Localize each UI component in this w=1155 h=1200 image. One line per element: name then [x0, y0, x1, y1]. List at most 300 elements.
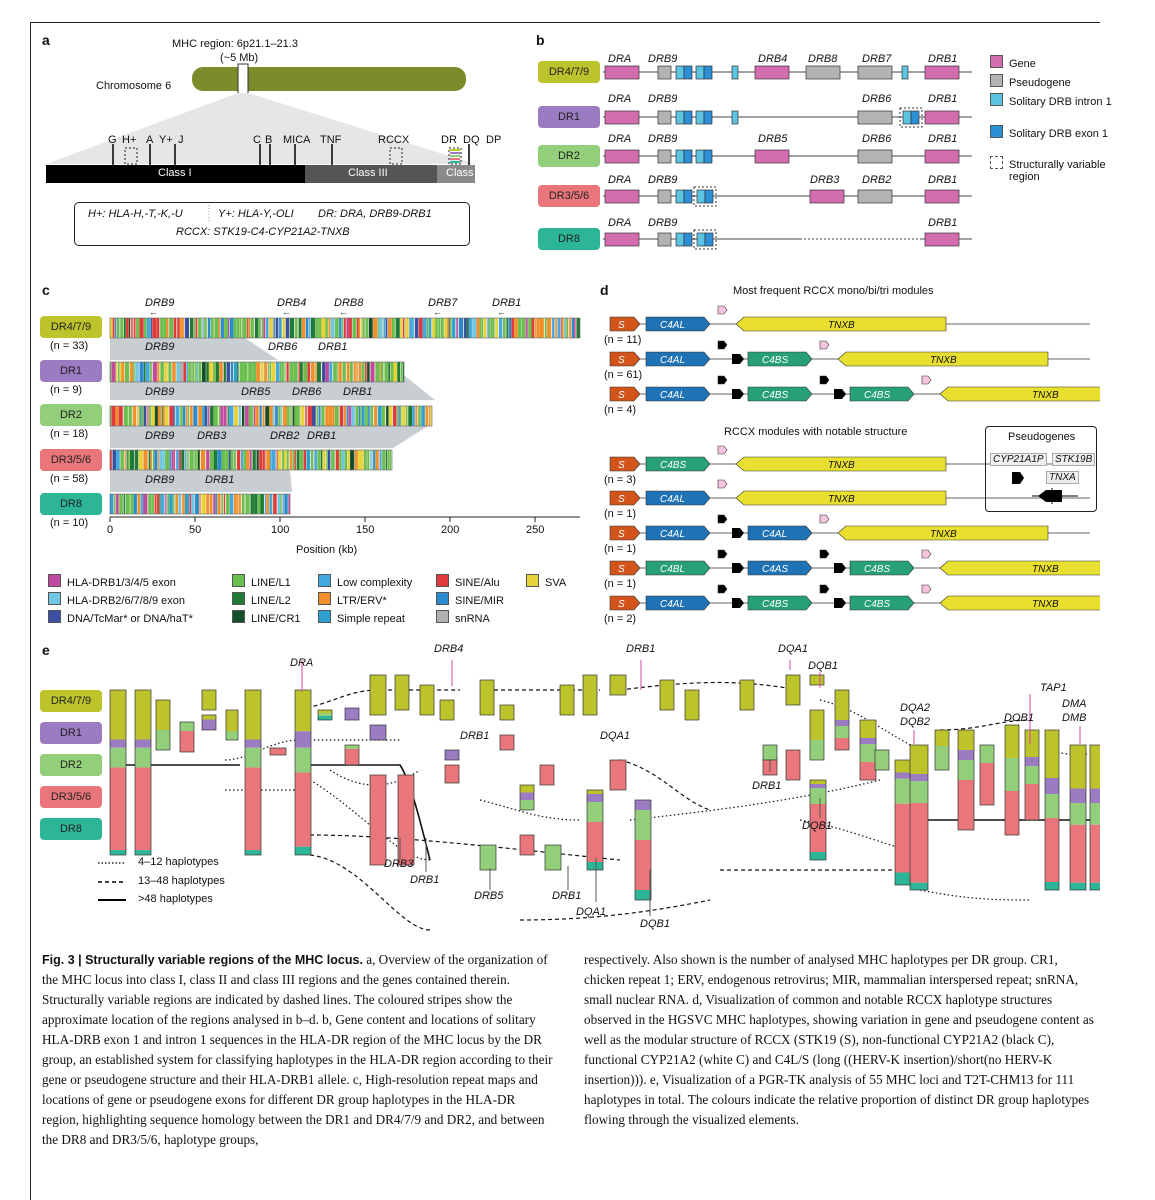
e-node-17 — [395, 675, 409, 710]
gene-tnf: TNF — [320, 134, 342, 146]
key-rccx: RCCX: STK19-C4-CYP21A2-TNXB — [176, 226, 350, 238]
e-label-dma: DMA — [1062, 698, 1087, 710]
e-label-drb4: DRB4 — [434, 643, 464, 655]
e-node-10 — [295, 690, 311, 855]
e-node-52 — [935, 730, 949, 770]
e-label-drb1-b: DRB1 — [410, 874, 440, 886]
c-tick-150: 150 — [356, 524, 375, 536]
b-r3-drb5: DRB5 — [758, 133, 788, 145]
stk19-box — [610, 526, 640, 540]
gene-a: A — [146, 134, 154, 146]
panel-e-label: e — [42, 642, 50, 658]
e-node-33 — [587, 790, 603, 870]
e-node-15 — [345, 745, 359, 765]
gene-c: C — [253, 134, 261, 146]
exon-swatch — [990, 125, 1003, 138]
c-arrow-3: ← — [339, 307, 348, 317]
c-tick-50: 50 — [189, 524, 202, 536]
c-pill-dr356: DR3/5/6 — [40, 449, 102, 471]
e-node-3 — [156, 700, 170, 750]
e-node-8 — [245, 690, 261, 855]
key-y: Y+: HLA-Y,-OLI — [218, 208, 294, 220]
e-node-35 — [635, 800, 651, 900]
e-node-38 — [685, 690, 699, 720]
c-track-3 — [110, 450, 392, 470]
b-legend-intron: Solitary DRB intron 1 — [990, 93, 1119, 108]
c-r4-drb2: DRB2 — [270, 430, 300, 442]
c-arrow-4: ← — [433, 307, 442, 317]
svg-text:TNXB: TNXB — [828, 320, 855, 331]
c-arrow-1: ← — [149, 307, 158, 317]
c-arrow-5: ← — [497, 307, 506, 317]
c-r2-drb6: DRB6 — [268, 341, 298, 353]
b-r1-dra: DRA — [608, 53, 632, 65]
e-label-drb1-r: DRB1 — [752, 780, 782, 792]
c-track-1 — [110, 362, 404, 382]
svg-text:S: S — [618, 564, 625, 575]
e-label-tap1: TAP1 — [1040, 682, 1067, 694]
gene-j: J — [178, 134, 184, 146]
panel-d-label: d — [600, 282, 609, 298]
c4-label: C4BS — [864, 564, 891, 575]
c-legend-swatch-4 — [526, 574, 539, 587]
e-node-23 — [480, 680, 494, 715]
c-r2-drb9: DRB9 — [145, 341, 175, 353]
b-r1-drb1: DRB1 — [928, 53, 958, 65]
b-r1-drb7: DRB7 — [862, 53, 892, 65]
rccx-row-0 — [610, 306, 1090, 331]
e-label-drb5: DRB5 — [474, 890, 504, 902]
panel-b-label: b — [536, 32, 545, 48]
e-node-19 — [420, 685, 434, 715]
b-r1-drb8: DRB8 — [808, 53, 838, 65]
c-legend-1: LINE/L1 — [232, 574, 291, 589]
e-node-1 — [110, 690, 126, 855]
b-pill-dr1: DR1 — [538, 106, 600, 128]
key-dr: DR: DRA, DRB9-DRB1 — [318, 208, 432, 220]
b-pill-dr2: DR2 — [538, 145, 600, 167]
gene-g: G — [108, 134, 117, 146]
b-legend-gene: Gene — [990, 55, 1036, 70]
e-node-11 — [318, 710, 332, 720]
c-tick-100: 100 — [271, 524, 290, 536]
c-legend-swatch-12 — [436, 610, 449, 623]
caption-col-2 — [584, 950, 1100, 1130]
c-legend-swatch-11 — [318, 610, 331, 623]
b-r1-drb9: DRB9 — [648, 53, 678, 65]
c-legend-9: DNA/TcMar* or DNA/haT* — [48, 610, 193, 625]
c-r3-drb9: DRB9 — [145, 386, 175, 398]
gene-mica: MICA — [283, 134, 311, 146]
b-r4-drb1: DRB1 — [928, 174, 958, 186]
e-node-21 — [445, 750, 459, 760]
top-rule — [30, 22, 1100, 23]
gene-swatch — [990, 55, 1003, 68]
e-node-7 — [226, 710, 238, 740]
e-node-28 — [520, 785, 534, 810]
e-node-53 — [958, 730, 974, 830]
panel-a-label: a — [42, 32, 50, 48]
b-r4-drb3: DRB3 — [810, 174, 840, 186]
c-legend-4: SVA — [526, 574, 566, 589]
e-label-dob1: DOB1 — [1004, 712, 1034, 724]
e-node-24 — [500, 705, 514, 720]
c-legend-0: HLA-DRB1/3/4/5 exon — [48, 574, 176, 589]
e-node-39 — [740, 680, 754, 710]
c-legend-5: HLA-DRB2/6/7/8/9 exon — [48, 592, 185, 607]
e-node-13 — [370, 675, 386, 715]
caption-col-1 — [42, 950, 554, 1150]
e-node-42 — [786, 675, 800, 705]
e-node-9 — [270, 748, 286, 755]
b-r4-drb9: DRB9 — [648, 174, 678, 186]
e-node-36 — [610, 675, 626, 695]
svg-text:S: S — [618, 355, 625, 366]
c-legend-swatch-0 — [48, 574, 61, 587]
b-r5-drb9: DRB9 — [648, 217, 678, 229]
b-legend-exon: Solitary DRB exon 1 — [990, 125, 1109, 140]
gene-b: B — [265, 134, 273, 146]
e-node-50 — [895, 760, 911, 885]
tnxb-box — [940, 561, 1100, 575]
c-n-dr8: (n = 10) — [50, 517, 89, 529]
e-node-22 — [445, 765, 459, 783]
rccx-row-2 — [610, 376, 1100, 401]
mhc-locus-marker — [238, 64, 248, 94]
svg-text:TNXB: TNXB — [930, 355, 957, 366]
svg-text:S: S — [618, 320, 625, 331]
e-node-43 — [786, 750, 800, 780]
c-legend-11: Simple repeat — [318, 610, 405, 625]
d-title-top: Most frequent RCCX mono/bi/tri modules — [733, 285, 934, 297]
key-h: H+: HLA-H,-T,-K,-U — [88, 208, 183, 220]
b-r5-dra: DRA — [608, 217, 632, 229]
d-n-0: (n = 11) — [604, 334, 642, 346]
svr-swatch — [990, 156, 1003, 169]
e-pill-dr8: DR8 — [40, 818, 102, 840]
e-node-48 — [860, 720, 876, 780]
mhc-size-label: (~5 Mb) — [220, 52, 259, 64]
c-pill-dr8: DR8 — [40, 493, 102, 515]
e-node-37 — [660, 680, 674, 710]
c-r4-drb9: DRB9 — [145, 430, 175, 442]
c-n-dr356: (n = 58) — [50, 473, 89, 485]
caption-fig-title: Fig. 3 | Structurally variable regions of the MHC locus. — [42, 953, 363, 967]
e-node-57 — [1045, 730, 1059, 890]
c-legend-10: LINE/CR1 — [232, 610, 301, 625]
c-pill-dr1: DR1 — [40, 360, 102, 382]
c-r1-drb9: DRB9 — [145, 297, 175, 309]
b-pill-dr8: DR8 — [538, 228, 600, 250]
class-iii-label: Class III — [348, 167, 388, 179]
svg-text:S: S — [618, 599, 625, 610]
d-n-2: (n = 4) — [604, 404, 637, 416]
e-node-16 — [370, 775, 386, 865]
c-r3-drb6: DRB6 — [292, 386, 322, 398]
e-legend-1: 13–48 haplotypes — [138, 875, 225, 887]
panel-c-label: c — [42, 282, 50, 298]
rccx-row-7 — [610, 585, 1100, 610]
b-r3-dra: DRA — [608, 133, 632, 145]
e-node-55 — [1005, 725, 1019, 835]
svg-text:TNXB: TNXB — [828, 460, 855, 471]
e-label-dqa1-b: DQA1 — [576, 906, 606, 918]
c4-label: C4BS — [660, 460, 687, 471]
e-node-25 — [500, 735, 514, 750]
b-legend-pseudogene: Pseudogene — [990, 74, 1071, 89]
e-label-drb1-top: DRB1 — [626, 643, 656, 655]
svg-text:S: S — [618, 390, 625, 401]
e-node-44 — [810, 675, 824, 685]
e-node-49 — [875, 750, 889, 770]
c-r3-drb5: DRB5 — [241, 386, 271, 398]
pseudo-tnxa: TNXA — [1046, 471, 1079, 484]
c-legend-swatch-10 — [232, 610, 245, 623]
e-label-drb1-c: DRB1 — [552, 890, 582, 902]
c4-label: C4BS — [864, 599, 891, 610]
e-label-dqb1-top: DQB1 — [808, 660, 838, 672]
c-track-2 — [110, 406, 432, 426]
c-r1-drb7: DRB7 — [428, 297, 458, 309]
rccx-row-5 — [610, 515, 1090, 540]
e-node-47 — [835, 690, 849, 750]
caption-text-1: a, Overview of the organization of the MHC locus into class I, class II and class III regions and the genes contained therein. Structurally variable regions are indicated by dashed lines. The coloured stripes show the approximate location of the regions analysed in b–d. b, Gene content and locations of solitary HLA-DRB exon 1 and intron 1 sequences in the HLA-DR region of the MHC locus by the DR group, an established system for classifying haplotypes in the HLA-DR region according to their gene or pseudogene structure and their HLA-DRB1 allele. c, High-resolution repeat maps and locations of gene or pseudogene exons for different DR group haplotypes in the HLA-DR region, highlighting sequence homology between the DR1 and DR4/7/9 and DR2, and between the DR8 and DR3/5/6, haplotype groups, — [42, 952, 553, 1147]
pseudo-stk19b: STK19B — [1052, 453, 1095, 466]
svg-text:TNXB: TNXB — [828, 494, 855, 505]
c4-label: C4AL — [660, 355, 686, 366]
e-edge-12 — [920, 890, 1030, 900]
stk19-box — [610, 491, 640, 505]
e-node-58 — [1070, 745, 1086, 890]
c4-label: C4BS — [762, 355, 789, 366]
mhc-region-label: MHC region: 6p21.1–21.3 — [172, 38, 298, 50]
c4-label: C4BS — [762, 390, 789, 401]
e-label-dqb1-b: DQB1 — [640, 918, 670, 930]
e-node-45 — [810, 710, 824, 760]
e-node-31 — [545, 845, 561, 870]
gene-y: Y+ — [159, 134, 173, 146]
c-r4-drb3: DRB3 — [197, 430, 227, 442]
b-r2-drb9: DRB9 — [648, 93, 678, 105]
c-legend-6: LINE/L2 — [232, 592, 291, 607]
e-pill-dr2: DR2 — [40, 754, 102, 776]
c-legend-swatch-9 — [48, 610, 61, 623]
gene-h: H+ — [122, 134, 137, 146]
e-pill-dr356: DR3/5/6 — [40, 786, 102, 808]
c-legend-swatch-7 — [318, 592, 331, 605]
svg-text:TNXB: TNXB — [930, 529, 957, 540]
rccx-row-6 — [610, 550, 1100, 575]
chromosome-6-shape — [192, 67, 466, 91]
c4-label: C4AL — [660, 599, 686, 610]
c-legend-7: LTR/ERV* — [318, 592, 387, 607]
stk19-box — [610, 457, 640, 471]
e-label-drb1-mid: DRB1 — [460, 730, 490, 742]
c4-label: C4BS — [762, 599, 789, 610]
c-legend-2: Low complexity — [318, 574, 412, 589]
class-i-label: Class I — [158, 167, 192, 179]
stk19-box — [610, 317, 640, 331]
c-r4-drb1: DRB1 — [307, 430, 337, 442]
c-n-dr479: (n = 33) — [50, 340, 89, 352]
c-axis-label: Position (kb) — [296, 544, 358, 556]
c-pill-dr479: DR4/7/9 — [40, 316, 102, 338]
gene-dp: DP — [486, 134, 502, 146]
e-node-40 — [763, 745, 777, 760]
c-arrow-2: ← — [282, 307, 291, 317]
e-legend-2: >48 haplotypes — [138, 893, 213, 905]
e-node-4 — [180, 722, 194, 752]
e-label-dmb: DMB — [1062, 712, 1087, 724]
c-n-dr1: (n = 9) — [50, 384, 83, 396]
stk19-box — [610, 596, 640, 610]
d-n-4: (n = 1) — [604, 508, 637, 520]
c-n-dr2: (n = 18) — [50, 428, 89, 440]
c-r5-drb1: DRB1 — [205, 474, 235, 486]
pseudogene-swatch — [990, 74, 1003, 87]
e-label-drb3: DRB3 — [384, 858, 414, 870]
c-r1-drb4: DRB4 — [277, 297, 307, 309]
b-r1-drb4: DRB4 — [758, 53, 788, 65]
e-node-12 — [345, 708, 359, 720]
svg-text:TNXB: TNXB — [1032, 564, 1059, 575]
e-node-27 — [560, 685, 574, 715]
tnxb-box — [940, 596, 1100, 610]
c-legend-swatch-8 — [436, 592, 449, 605]
e-node-14 — [370, 725, 386, 740]
e-label-dqa2: DQA2 — [900, 702, 930, 714]
b-r4-dra: DRA — [608, 174, 632, 186]
svg-text:TNXB: TNXB — [1032, 599, 1059, 610]
c-legend-12: snRNA — [436, 610, 490, 625]
rccx-row-1 — [610, 341, 1090, 366]
e-label-dqa1-top: DQA1 — [778, 643, 808, 655]
e-node-20 — [440, 700, 454, 720]
e-node-51 — [910, 745, 928, 890]
b-pill-dr356: DR3/5/6 — [538, 185, 600, 207]
c-legend-swatch-6 — [232, 592, 245, 605]
svg-text:S: S — [618, 460, 625, 471]
e-node-29 — [480, 845, 496, 870]
b-legend-svr: Structurally variable region — [990, 156, 1119, 183]
d-n-5: (n = 1) — [604, 543, 637, 555]
c-tick-250: 250 — [526, 524, 545, 536]
e-node-30 — [520, 835, 534, 855]
svg-text:TNXB: TNXB — [1032, 390, 1059, 401]
caption-text-2: respectively. Also shown is the number of analysed MHC haplotypes per DR group. CR1, chicken repeat 1; ERV, endogenous retrovirus; MIR, mammalian interspersed repeat; snRNA, small nuclear RNA. d, Visualization of common and notable RCCX haplotype structures observed in the HGSVC MHC haplotypes, showing variation in gene and pseudogene content as well as the modular structure of RCCX (STK19 (S), non-functional CYP21A2 (black C), functional CYP21A2 (white C) and C4L/S (long ((HERV-K insertion)/short(no HERV-K insertion))). e, Visualization of a PGR-TK analysis of 55 MHC loci and T2T-CHM13 for 111 haplotypes in total. The colours indicate the relative proportion of distinct DR group haplotypes flowing through the visualized elements. — [584, 952, 1094, 1127]
c4-label: C4AL — [762, 529, 788, 540]
stk19-box — [610, 352, 640, 366]
e-node-6 — [202, 715, 216, 730]
b-r2-dra: DRA — [608, 93, 632, 105]
c-tick-0: 0 — [107, 524, 114, 536]
e-node-54 — [980, 745, 994, 805]
c4-label: C4AL — [660, 390, 686, 401]
e-edge-5 — [620, 683, 800, 691]
pseudogenes-title: Pseudogenes — [1008, 431, 1076, 443]
chromosome-label: Chromosome 6 — [96, 80, 172, 92]
e-pill-dr479: DR4/7/9 — [40, 690, 102, 712]
gene-dq: DQ — [463, 134, 480, 146]
d-n-1: (n = 61) — [604, 369, 643, 381]
b-r5-drb1: DRB1 — [928, 217, 958, 229]
c4-label: C4AS — [762, 564, 789, 575]
class-ii-label: Class II — [446, 167, 483, 179]
c4-label: C4AL — [660, 494, 686, 505]
d-n-6: (n = 1) — [604, 578, 637, 590]
stk19-box — [610, 387, 640, 401]
stk19-box — [610, 561, 640, 575]
e-node-34 — [610, 760, 626, 790]
b-r2-drb6: DRB6 — [862, 93, 892, 105]
c-r1-drb1: DRB1 — [492, 297, 522, 309]
panel-e-graph — [100, 660, 1100, 940]
c-legend-swatch-5 — [48, 592, 61, 605]
c-tick-200: 200 — [441, 524, 460, 536]
c-legend-swatch-1 — [232, 574, 245, 587]
c-legend-swatch-2 — [318, 574, 331, 587]
c-r5-drb9: DRB9 — [145, 474, 175, 486]
e-label-dqb1-r: DQB1 — [802, 820, 832, 832]
e-node-59 — [1090, 745, 1100, 890]
c4-label: C4BL — [660, 564, 686, 575]
d-title-mid: RCCX modules with notable structure — [724, 426, 908, 438]
c-track-4 — [110, 494, 290, 514]
d-n-3: (n = 3) — [604, 474, 637, 486]
e-edge-7 — [310, 835, 620, 860]
d-n-7: (n = 2) — [604, 613, 637, 625]
pseudogene-glyphs — [1012, 470, 1082, 506]
left-rule — [30, 22, 31, 1200]
e-label-dqb2: DQB2 — [900, 716, 930, 728]
svg-text:S: S — [618, 494, 625, 505]
e-legend-lines — [96, 856, 136, 906]
e-legend-0: 4–12 haplotypes — [138, 856, 219, 868]
c4-label: C4BS — [864, 390, 891, 401]
c-pill-dr2: DR2 — [40, 404, 102, 426]
c-r3-drb1: DRB1 — [343, 386, 373, 398]
e-edge-10 — [520, 900, 710, 920]
b-r3-drb6: DRB6 — [862, 133, 892, 145]
gene-rccx: RCCX — [378, 134, 410, 146]
b-r2-drb1: DRB1 — [928, 93, 958, 105]
b-r4-drb2: DRB2 — [862, 174, 892, 186]
c-legend-swatch-3 — [436, 574, 449, 587]
e-node-26 — [540, 765, 554, 785]
e-node-56 — [1025, 730, 1039, 820]
c-r1-drb8: DRB8 — [334, 297, 364, 309]
e-label-dqa1-mid: DQA1 — [600, 730, 630, 742]
e-node-2 — [135, 690, 151, 855]
svg-text:S: S — [618, 529, 625, 540]
c-legend-8: SINE/MIR — [436, 592, 504, 607]
e-node-32 — [583, 675, 597, 715]
pseudo-cyp21a1p: CYP21A1P — [990, 453, 1047, 466]
gene-dr: DR — [441, 134, 457, 146]
c-legend-3: SINE/Alu — [436, 574, 500, 589]
tnxb-box — [940, 387, 1100, 401]
e-edge-16 — [620, 760, 710, 810]
e-pill-dr1: DR1 — [40, 722, 102, 744]
c4-label: C4AL — [660, 529, 686, 540]
c-r2-drb1: DRB1 — [318, 341, 348, 353]
b-r3-drb1: DRB1 — [928, 133, 958, 145]
e-label-dra: DRA — [290, 657, 314, 669]
c4-label: C4AL — [660, 320, 686, 331]
e-node-5 — [202, 690, 216, 710]
intron-swatch — [990, 93, 1003, 106]
b-pill-dr479: DR4/7/9 — [538, 61, 600, 83]
